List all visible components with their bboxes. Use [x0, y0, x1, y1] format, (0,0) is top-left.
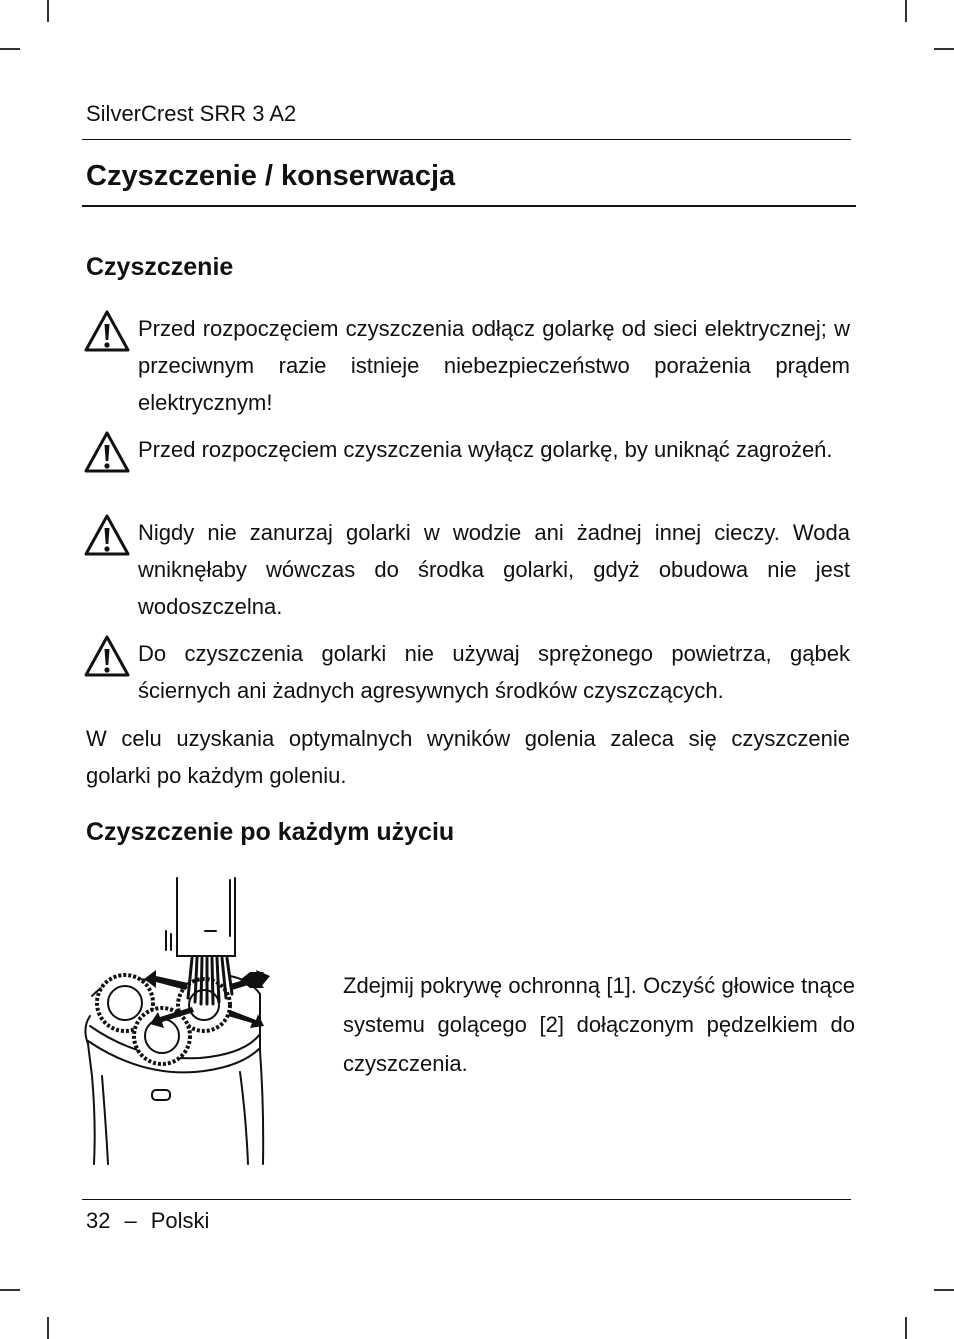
page-footer — [86, 1208, 209, 1234]
crop-mark — [47, 0, 49, 22]
subsection-title-cleaning: Czyszczenie — [86, 253, 234, 281]
warning-text: Przed rozpoczęciem czyszczenia odłącz golarkę od sieci elektrycznej; w przeciwnym razie istnieje niebezpieczeństwo porażenia prądem elektrycznym! — [138, 316, 850, 415]
warning-triangle-icon — [84, 310, 130, 352]
cleaning-instruction: Zdejmij pokrywę ochronną [1]. Oczyść głowice tnące systemu golącego [2] dołączonym pędzelkiem do czyszczenia. — [343, 973, 855, 1076]
footer-rule — [82, 1199, 851, 1200]
crop-mark — [934, 1289, 954, 1291]
warning-block — [84, 635, 854, 711]
header-rule — [82, 139, 851, 140]
section-title: Czyszczenie / konserwacja — [86, 160, 456, 192]
subsection-title-after-use: Czyszczenie po każdym użyciu — [86, 818, 455, 846]
warning-text: Nigdy nie zanurzaj golarki w wodzie ani żadnej innej cieczy. Woda wniknęłaby wówczas do środka golarki, gdyż obudowa nie jest wodoszczelna. — [138, 520, 850, 619]
warning-triangle-icon — [84, 635, 130, 677]
warning-text: Przed rozpoczęciem czyszczenia wyłącz golarkę, by uniknąć zagrożeń. — [138, 437, 833, 462]
crop-mark — [934, 48, 954, 50]
crop-mark — [47, 1317, 49, 1339]
page-number: 32 — [86, 1208, 111, 1233]
warning-text: Do czyszczenia golarki nie używaj sprężonego powietrza, gąbek ściernych ani żadnych agresywnych środków czyszczących. — [138, 641, 850, 703]
warning-block — [84, 431, 854, 507]
crop-mark — [905, 0, 907, 22]
footer-separator: – — [124, 1208, 137, 1233]
section-title-rule — [82, 205, 856, 207]
shaver-cleaning-illustration — [80, 876, 270, 1168]
warning-triangle-icon — [84, 514, 130, 556]
crop-mark — [0, 48, 20, 50]
warning-triangle-icon — [84, 431, 130, 473]
warning-block — [84, 514, 854, 626]
footer-language: Polski — [150, 1208, 210, 1233]
crop-mark — [0, 1289, 20, 1291]
recommendation-paragraph: W celu uzyskania optymalnych wyników golenia zaleca się czyszczenie golarki po każdym goleniu. — [86, 726, 850, 788]
warning-block — [84, 310, 854, 422]
document-header: SilverCrest SRR 3 A2 — [86, 101, 297, 126]
crop-mark — [905, 1317, 907, 1339]
